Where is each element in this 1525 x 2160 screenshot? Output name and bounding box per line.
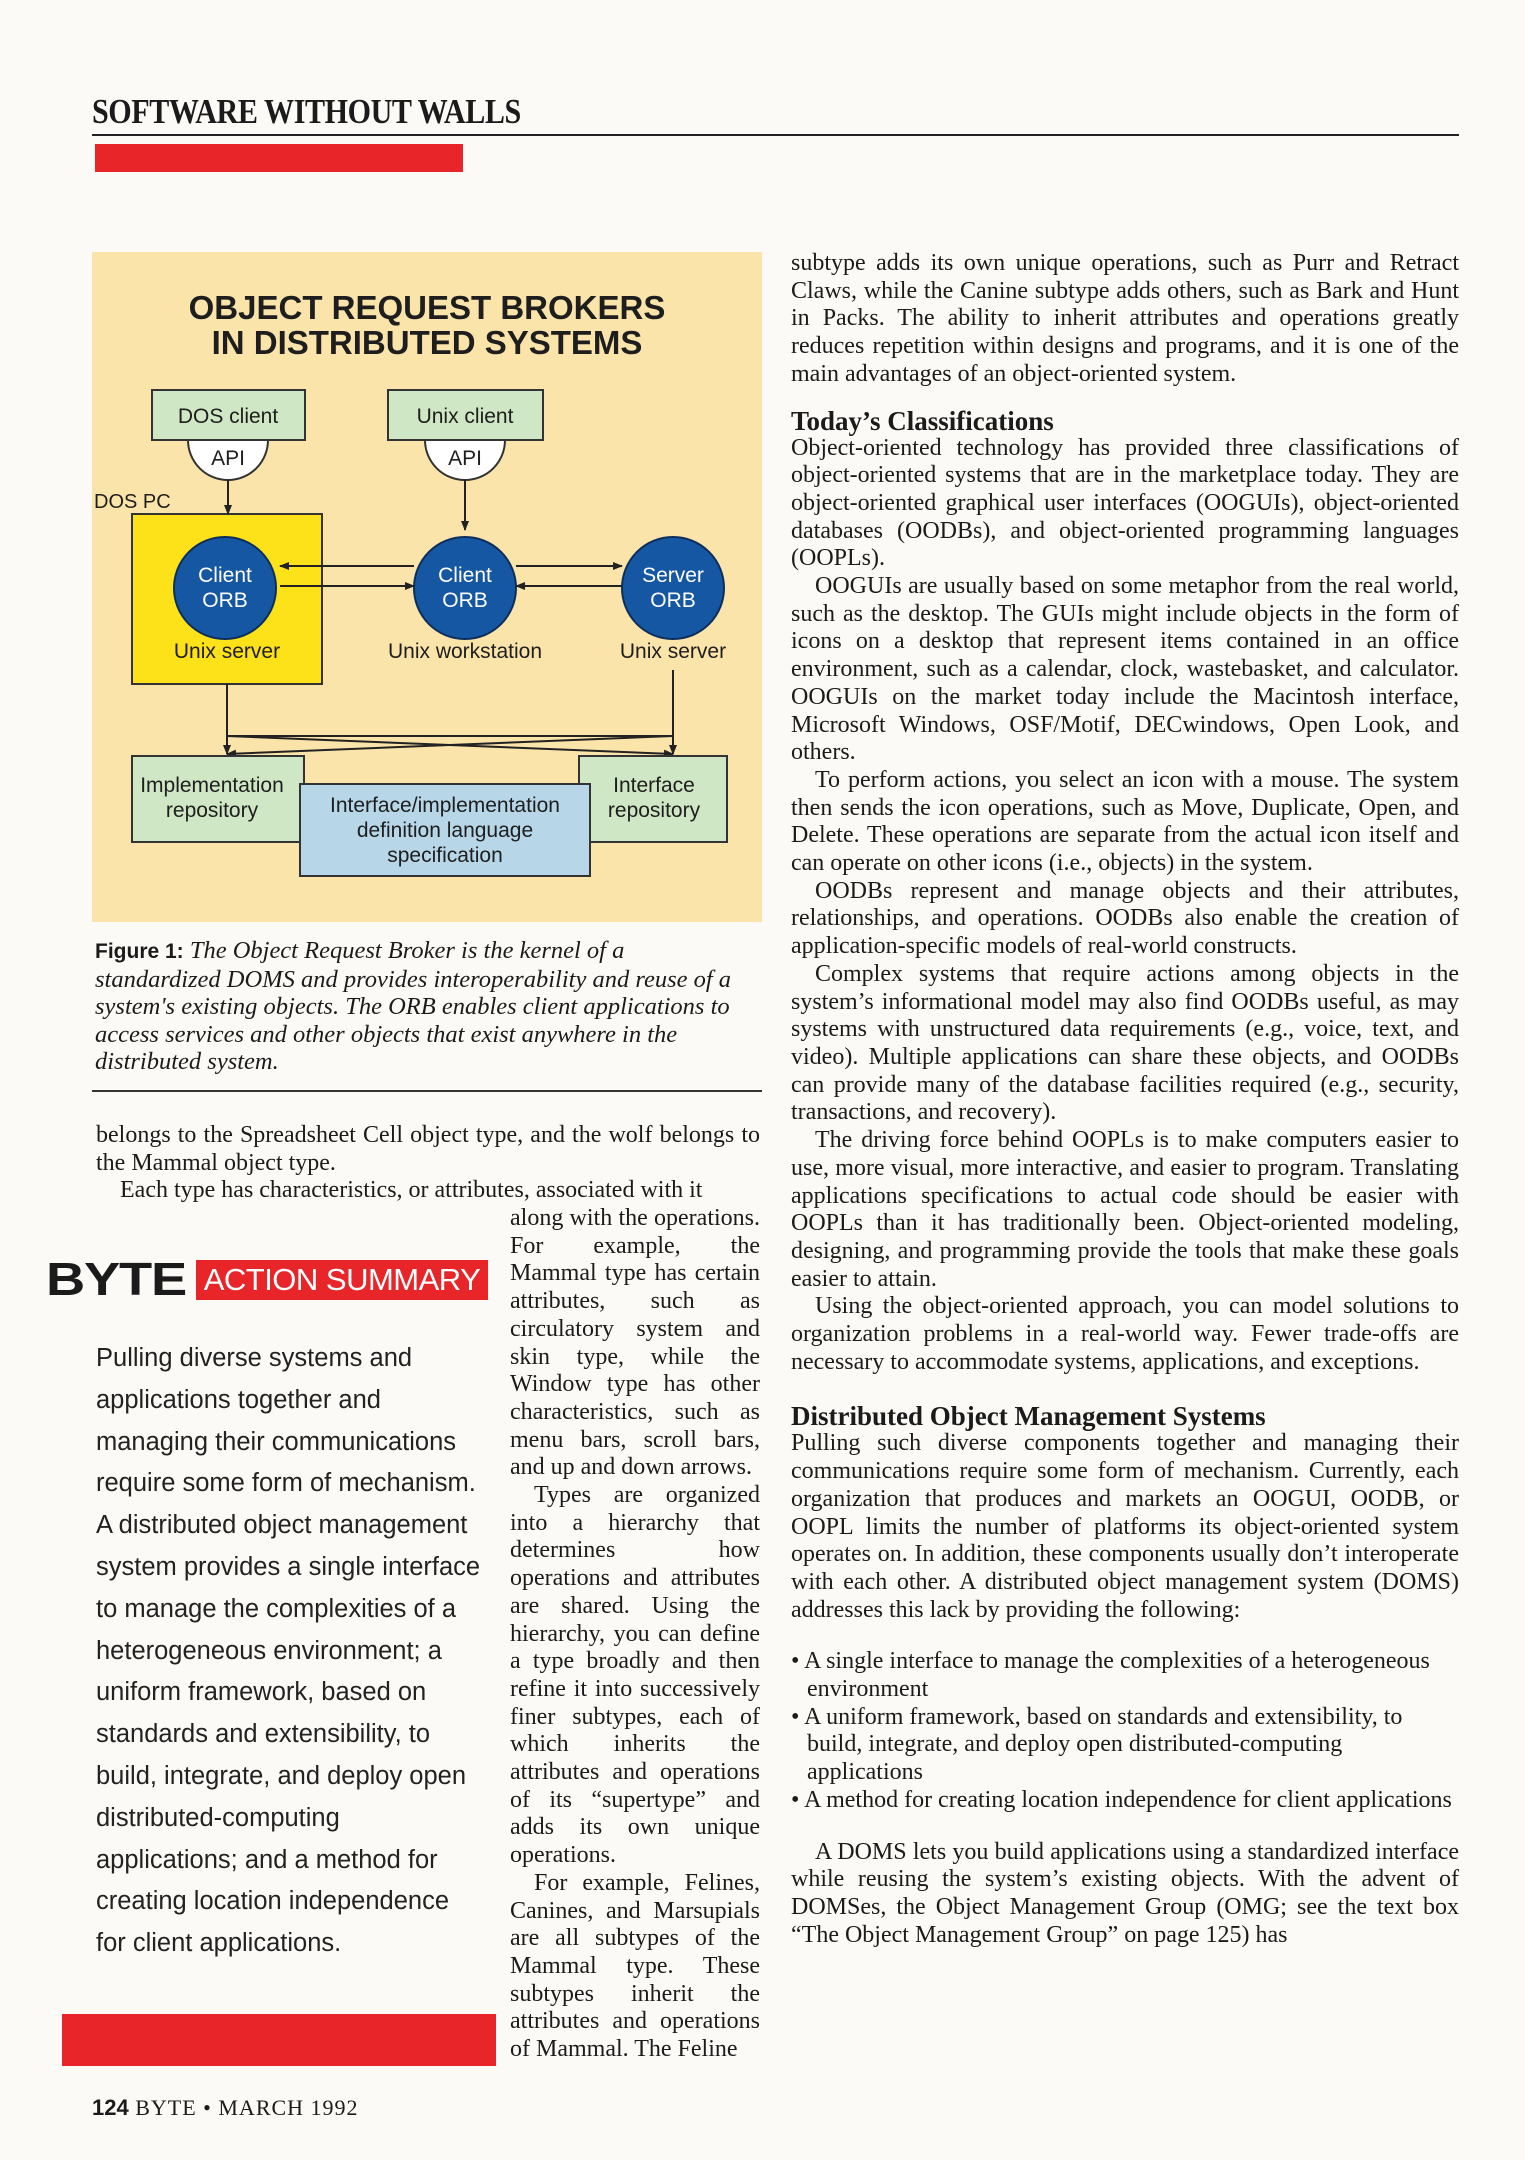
unix-client-label: Unix client — [416, 405, 514, 428]
svg-text:API: API — [448, 447, 482, 470]
svg-text:Implementation: Implementation — [140, 774, 284, 797]
svg-text:repository: repository — [165, 799, 259, 822]
section-title: SOFTWARE WITHOUT WALLS — [92, 92, 521, 131]
svg-text:repository: repository — [607, 799, 701, 822]
paragraph: A DOMS lets you build applications using a standardized interface while reusing the system’s existing objects. With the advent of DOMSes, the Object Management Group (OMG; see the text box “The Object Management Group” on page 125) has — [791, 1838, 1459, 1948]
dos-pc-label: DOS PC — [94, 491, 171, 513]
svg-text:Client: Client — [198, 564, 252, 587]
figure-title: OBJECT REQUEST BROKERS IN DISTRIBUTED SYSTEMS — [188, 289, 666, 361]
doms-bullet-list — [791, 1648, 1459, 1814]
paragraph: Object-oriented technology has provided three classifications of object-oriented systems that are in the marketplace today. They are object-oriented graphical user interfaces (OOGUIs), object-oriented databases (OODBs), and object-oriented programming languages (OOPLs). — [791, 434, 1459, 572]
svg-text:Interface: Interface — [613, 774, 695, 797]
paragraph: Types are organized into a hierarchy that determines how operations and attributes are shared. Using the hierarchy, you can define a type broadly and then refine it into successively finer subtypes, each of which inherits the attributes and operations of its “supertype” and adds its own unique operations. — [510, 1482, 760, 1869]
paragraph: For example, Felines, Canines, and Marsupials are all subtypes of the Mammal type. These subtypes inherit the attributes and operations of Mammal. The Feline — [510, 1869, 760, 2063]
right-column — [791, 250, 1459, 1949]
header-rule — [92, 134, 1459, 136]
paragraph: Using the object-oriented approach, you can model solutions to organization problems in a real-world way. Fewer trade-offs are necessary to accommodate systems, applications, and exceptions. — [791, 1293, 1459, 1375]
paragraph: subtype adds its own unique operations, such as Purr and Retract Claws, while the Canine subtype adds others, such as Bark and Hunt in Packs. The ability to inherit attributes and operations greatly reduces repetition within designs and programs, and it is one of the main advantages of an object-oriented system. — [791, 250, 1459, 387]
action-summary-label: ACTION SUMMARY — [196, 1260, 488, 1300]
svg-text:specification: specification — [387, 844, 503, 867]
paragraph: OOGUIs are usually based on some metaphor from the real world, such as the desktop. The GUIs might include objects in the form of icons on a desktop that represent items contained in an office environment, such as a calendar, clock, wastebasket, and calculator. OOGUIs on the market today include the Macintosh interface, Microsoft Windows, OSF/Motif, DECwindows, Open Look, and others. — [791, 573, 1459, 766]
figure-rule — [92, 1090, 762, 1092]
server-orb — [622, 537, 724, 639]
list-item: • A uniform framework, based on standards and extensibility, to build, integrate, and deploy open distributed-computing applications — [791, 1703, 1403, 1786]
client-orb-dos — [174, 537, 276, 639]
svg-text:ORB: ORB — [202, 589, 248, 612]
middle-column — [510, 1205, 760, 2064]
paragraph: Pulling such diverse components together and managing their communications require some form of mechanism. Currently, each organization that produces and markets an OOGUI, OODB, or OOPL limits the number of platforms its object-oriented system operates on. In addition, these components usually don’t interoperate with each other. A distributed object management system (DOMS) addresses this lack by providing the following: — [791, 1430, 1459, 1623]
unix-workstation-label: Unix workstation — [387, 640, 543, 663]
byte-logo: BYTE — [46, 1253, 187, 1305]
left-column-top — [96, 1122, 760, 1205]
unix-server-label-right: Unix server — [619, 640, 727, 663]
paragraph: along with the operations. For example, the Mammal type has certain attributes, such as circulatory system and skin type, while the Window type has other characteristics, such as menu bars, scroll bars, and up and down arrows. — [510, 1205, 760, 1481]
action-summary-text: Pulling diverse systems and applications together and managing their communications require some form of mechanism. A distributed object management system provides a single interface to manage the complexities of a heterogeneous environment; a uniform framework, based on standards and extensibility, to build, integrate, and deploy open distributed-computing applications; and a method for creating location independence for client applications. — [96, 1344, 481, 1958]
svg-text:Client: Client — [438, 564, 492, 587]
footer-separator: • — [203, 2095, 212, 2120]
svg-text:ORB: ORB — [442, 589, 488, 612]
list-item: • A single interface to manage the complexities of a heterogeneous environment — [791, 1648, 1430, 1703]
page-number: 124 — [92, 2095, 129, 2120]
page-footer — [92, 2095, 359, 2121]
header-accent-bar — [95, 144, 463, 172]
paragraph: Complex systems that require actions among objects in the system’s informational model may also find OODBs useful, as may systems with unstructured data requirements (e.g., voice, text, and video). Multiple applications can share these objects, and OODBs can provide many of the database facilities required (e.g., security, transactions, and recovery). — [791, 960, 1459, 1126]
unix-server-label-left: Unix server — [173, 640, 281, 663]
svg-text:API: API — [211, 447, 245, 470]
client-orb-unix — [414, 537, 516, 639]
svg-text:Interface/implementation: Interface/implementation — [330, 794, 560, 817]
paragraph: Each type has characteristics, or attributes, associated with it — [120, 1177, 703, 1204]
dos-client-label: DOS client — [177, 405, 279, 428]
paragraph: The driving force behind OOPLs is to make computers easier to use, more visual, more interactive, and easier to program. Translating applications specifications to actual code should be easier with OOPLs than it has traditionally been. Object-oriented modeling, designing, and programming provide the tools that make these goals easier to attain. — [791, 1127, 1459, 1292]
magazine-name: BYTE — [135, 2095, 197, 2120]
heading-doms: Distributed Object Management Systems — [791, 1401, 1266, 1432]
issue-date: MARCH 1992 — [218, 2095, 359, 2120]
figure-caption — [95, 937, 755, 1076]
figure-caption-text: The Object Request Broker is the kernel of a standardized DOMS and provides interoperability and reuse of a system's existing objects. The ORB enables client applications to access services and other objects that exist anywhere in the distributed system. — [95, 937, 732, 1075]
bottom-accent-bar — [62, 2014, 496, 2066]
svg-text:ORB: ORB — [650, 589, 696, 612]
list-item: • A method for creating location independence for client applications — [791, 1786, 1452, 1813]
svg-text:Server: Server — [642, 564, 704, 587]
paragraph: OODBs represent and manage objects and their attributes, relationships, and operations. OODBs also enable the creation of application-specific models of real-world constructs. — [791, 877, 1459, 960]
heading-todays-classifications: Today’s Classifications — [791, 405, 1054, 436]
svg-text:definition language: definition language — [356, 819, 534, 842]
paragraph: To perform actions, you select an icon with a mouse. The system then sends the icon operations, such as Move, Duplicate, Open, and Delete. These operations are separate from the actual icon itself and can operate on other icons (i.e., objects) in the system. — [791, 766, 1459, 877]
paragraph: belongs to the Spreadsheet Cell object type, and the wolf belongs to the Mammal object type. — [96, 1122, 760, 1176]
figure-caption-label: Figure 1: — [95, 940, 184, 963]
orb-diagram — [92, 252, 762, 922]
